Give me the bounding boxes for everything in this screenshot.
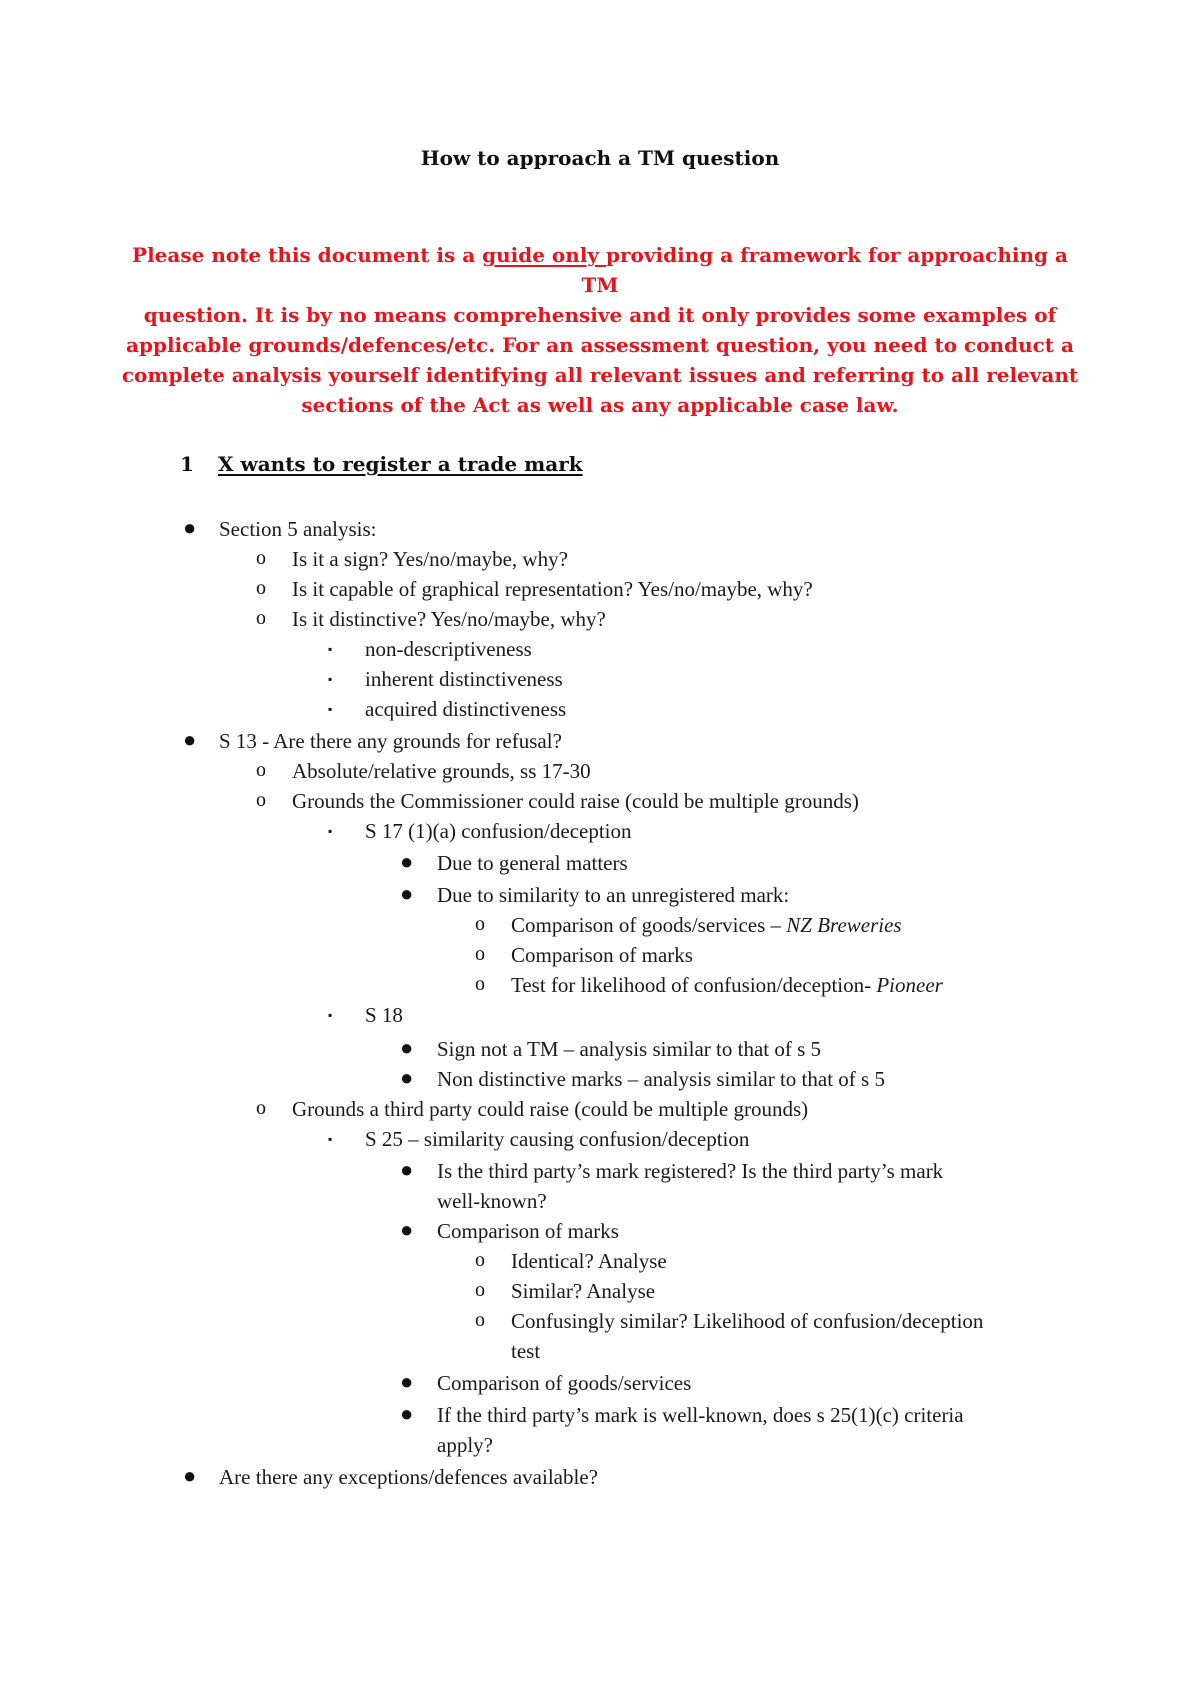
note-line3: applicable grounds/defences/etc. For an assessment question, you need to conduct a xyxy=(126,333,1074,357)
bullet-circle-icon: o xyxy=(256,607,266,629)
note-line2: question. It is by no means comprehensive and it only provides some examples of xyxy=(143,303,1057,327)
list-item-marks-comparison: Comparison of marks xyxy=(437,1219,619,1243)
bullet-circle-icon: o xyxy=(475,913,485,935)
bullet-circle-icon: o xyxy=(256,1097,266,1119)
bullet-dot-icon: ● xyxy=(400,1035,414,1060)
bullet-circle-icon: o xyxy=(256,759,266,781)
list-item-sign-not-tm: Sign not a TM – analysis similar to that of s 5 xyxy=(437,1037,822,1061)
list-item-general: Due to general matters xyxy=(437,851,628,875)
list-item-s13: S 13 - Are there any grounds for refusal? xyxy=(219,729,562,753)
list-item-identical: Identical? Analyse xyxy=(511,1249,667,1273)
list-item-commissioner: Grounds the Commissioner could raise (could be multiple grounds) xyxy=(292,789,859,813)
list-item-nondescriptive: non-descriptiveness xyxy=(365,637,532,661)
list-item-s17: S 17 (1)(a) confusion/deception xyxy=(365,819,632,843)
list-item-absolute: Absolute/relative grounds, ss 17-30 xyxy=(292,759,591,783)
bullet-dot-icon: ● xyxy=(400,1369,414,1394)
bullet-square-icon: ▪ xyxy=(328,1008,333,1022)
note-line5: sections of the Act as well as any applicable case law. xyxy=(301,393,899,417)
bullet-circle-icon: o xyxy=(475,1279,485,1301)
bullet-dot-icon: ● xyxy=(400,1217,414,1242)
bullet-dot-icon: ● xyxy=(183,1463,197,1488)
bullet-circle-icon: o xyxy=(475,973,485,995)
bullet-dot-icon: ● xyxy=(183,515,197,540)
list-item-similar: Similar? Analyse xyxy=(511,1279,656,1303)
list-item-well-known-line2: apply? xyxy=(437,1433,493,1457)
bullet-dot-icon: ● xyxy=(400,1401,414,1426)
list-item-acquired: acquired distinctiveness xyxy=(365,697,567,721)
list-item-exceptions: Are there any exceptions/defences available? xyxy=(219,1465,598,1489)
list-item-graphical: Is it capable of graphical representation? Yes/no/maybe, why? xyxy=(292,577,813,601)
list-item-confusing-line1: Confusingly similar? Likelihood of confusion/deception xyxy=(511,1309,984,1333)
note-text-start: Please note this document is a xyxy=(132,243,483,267)
bullet-circle-icon: o xyxy=(256,547,266,569)
bullet-circle-icon: o xyxy=(475,943,485,965)
list-item-unregistered: Due to similarity to an unregistered mark: xyxy=(437,883,790,907)
bullet-square-icon: ▪ xyxy=(328,702,333,716)
list-item-third-party: Grounds a third party could raise (could be multiple grounds) xyxy=(292,1097,809,1121)
bullet-circle-icon: o xyxy=(256,789,266,811)
list-item-registered-line2: well-known? xyxy=(437,1189,547,1213)
list-item-s25: S 25 – similarity causing confusion/deception xyxy=(365,1127,750,1151)
list-item-goods-nz-breweries xyxy=(511,910,902,940)
case-nz-breweries: NZ Breweries xyxy=(786,913,902,937)
case-pioneer: Pioneer xyxy=(876,973,943,997)
bullet-dot-icon: ● xyxy=(183,727,197,752)
section-title: X wants to register a trade mark xyxy=(218,452,583,476)
bullet-circle-icon: o xyxy=(475,1249,485,1271)
bullet-square-icon: ▪ xyxy=(328,672,333,686)
bullet-dot-icon: ● xyxy=(400,881,414,906)
list-item-goods-comparison: Comparison of goods/services xyxy=(437,1371,692,1395)
disclaimer-note xyxy=(120,240,1080,420)
note-line4: complete analysis yourself identifying all relevant issues and referring to all relevant xyxy=(121,363,1079,387)
list-item-non-distinctive: Non distinctive marks – analysis similar to that of s 5 xyxy=(437,1067,885,1091)
goods-text: Comparison of goods/services – xyxy=(511,913,787,937)
list-item-well-known-line1: If the third party’s mark is well-known, does s 25(1)(c) criteria xyxy=(437,1403,964,1427)
list-item-sign: Is it a sign? Yes/no/maybe, why? xyxy=(292,547,568,571)
list-item-confusing-line2: test xyxy=(511,1339,541,1363)
bullet-dot-icon: ● xyxy=(400,1157,414,1182)
bullet-circle-icon: o xyxy=(256,577,266,599)
bullet-circle-icon: o xyxy=(475,1309,485,1331)
note-guide-only: guide only xyxy=(482,243,606,267)
bullet-square-icon: ▪ xyxy=(328,1132,333,1146)
list-item-s18: S 18 xyxy=(365,1003,403,1027)
bullet-square-icon: ▪ xyxy=(328,824,333,838)
section-number: 1 xyxy=(180,452,194,476)
page-title: How to approach a TM question xyxy=(420,146,780,170)
list-item-inherent: inherent distinctiveness xyxy=(365,667,563,691)
list-item-marks: Comparison of marks xyxy=(511,943,693,967)
bullet-square-icon: ▪ xyxy=(328,642,333,656)
list-item-section5: Section 5 analysis: xyxy=(219,517,377,541)
list-item-distinctive: Is it distinctive? Yes/no/maybe, why? xyxy=(292,607,606,631)
list-item-registered-line1: Is the third party’s mark registered? Is the third party’s mark xyxy=(437,1159,944,1183)
section-heading xyxy=(180,452,583,476)
test-text: Test for likelihood of confusion/deception- xyxy=(511,973,877,997)
list-item-test-pioneer xyxy=(511,970,943,1000)
bullet-dot-icon: ● xyxy=(400,849,414,874)
bullet-dot-icon: ● xyxy=(400,1065,414,1090)
note-line1-rest: providing a framework for approaching a TM xyxy=(581,243,1068,297)
